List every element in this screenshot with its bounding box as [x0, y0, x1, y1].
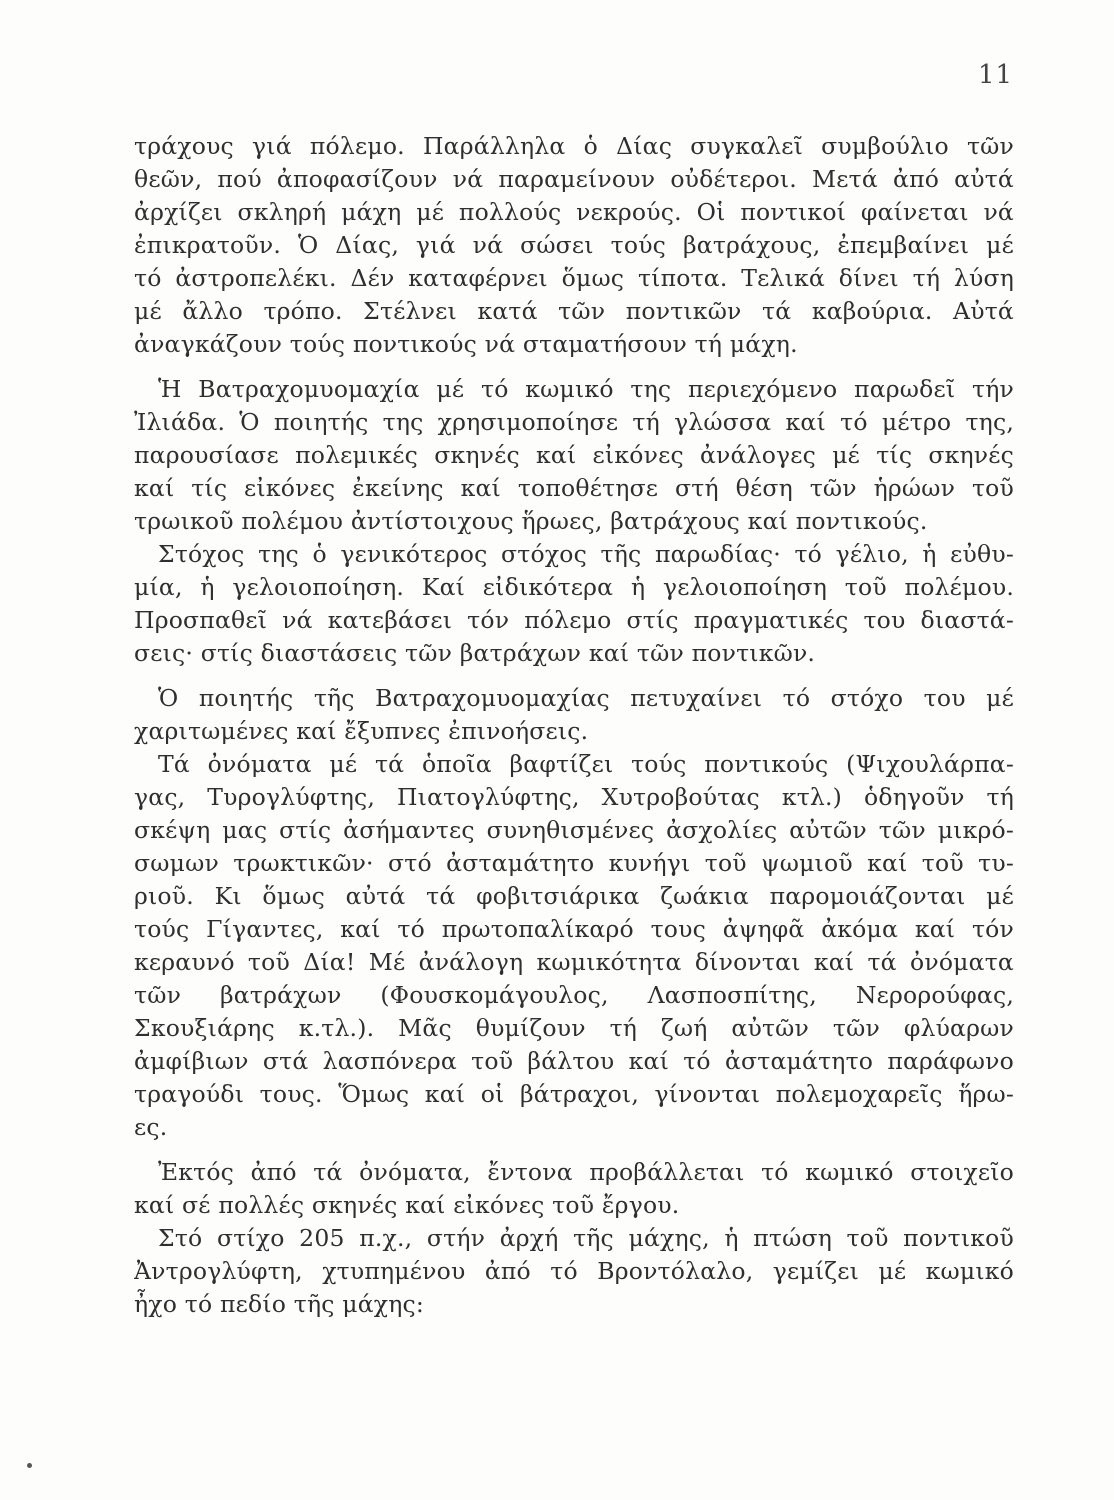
text-line: κεραυνό τοῦ Δία! Μέ ἀνάλογη κωμικότητα δίνονται καί τά ὀνόματα: [134, 948, 1014, 976]
text-line: καί τίς εἰκόνες ἐκείνης καί τοποθέτησε στή θέση τῶν ἡρώων τοῦ: [134, 474, 1014, 502]
text-line: ἐπικρατοῦν. Ὁ Δίας, γιά νά σώσει τούς βατράχους, ἐπεμβαίνει μέ: [134, 231, 1014, 259]
text-line: μία, ἡ γελοιοποίηση. Καί εἰδικότερα ἡ γελοιοποίηση τοῦ πολέμου.: [134, 573, 1014, 601]
paragraph: [134, 1156, 1014, 1222]
text-line: Τά ὀνόματα μέ τά ὁποῖα βαφτίζει τούς ποντικούς (Ψιχουλάρπα-: [158, 750, 1014, 778]
text-line: ἦχο τό πεδίο τῆς μάχης:: [134, 1290, 425, 1318]
text-line: ἀμφίβιων στά λασπόνερα τοῦ βάλτου καί τό ἀσταμάτητο παράφωνο: [134, 1047, 1014, 1075]
body-text: [134, 130, 1014, 1321]
text-line: τούς Γίγαντες, καί τό πρωτοπαλίκαρό τους ἀψηφᾶ ἀκόμα καί τόν: [134, 915, 1014, 943]
text-line: γας, Τυρογλύφτης, Πιατογλύφτης, Χυτροβούτας κτλ.) ὁδηγοῦν τή: [134, 783, 1014, 811]
text-line: Ἐκτός ἀπό τά ὀνόματα, ἔντονα προβάλλεται τό κωμικό στοιχεῖο: [158, 1158, 1014, 1186]
text-line: χαριτωμένες καί ἔξυπνες ἐπινοήσεις.: [134, 717, 589, 745]
text-line: ριοῦ. Κι ὅμως αὐτά τά φοβιτσιάρικα ζωάκια παρομοιάζονται μέ: [134, 882, 1014, 910]
text-line: παρουσίασε πολεμικές σκηνές καί εἰκόνες ἀνάλογες μέ τίς σκηνές: [134, 441, 1014, 469]
text-line: Ἡ Βατραχομυομαχία μέ τό κωμικό της περιεχόμενο παρωδεῖ τήν: [158, 375, 1014, 403]
text-line: καί σέ πολλές σκηνές καί εἰκόνες τοῦ ἔργου.: [134, 1191, 680, 1219]
text-line: ἀρχίζει σκληρή μάχη μέ πολλούς νεκρούς. Οἱ ποντικοί φαίνεται νά: [134, 198, 1014, 226]
text-line: ἀναγκάζουν τούς ποντικούς νά σταματήσουν τή μάχη.: [134, 330, 798, 358]
text-line: σκέψη μας στίς ἀσήμαντες συνηθισμένες ἀσχολίες αὐτῶν τῶν μικρό-: [134, 816, 1014, 844]
text-line: ες.: [134, 1113, 168, 1141]
paragraph: [134, 373, 1014, 538]
text-line: Στό στίχο 205 π.χ., στήν ἀρχή τῆς μάχης, ἡ πτώση τοῦ ποντικοῦ: [158, 1224, 1014, 1252]
page-number: 11: [978, 60, 1014, 90]
scan-speck: [27, 1463, 32, 1468]
text-line: μέ ἄλλο τρόπο. Στέλνει κατά τῶν ποντικῶν τά καβούρια. Αὐτά: [134, 297, 1014, 325]
paragraph: [134, 130, 1014, 361]
paragraph: [134, 538, 1014, 670]
text-line: τό ἀστροπελέκι. Δέν καταφέρνει ὅμως τίποτα. Τελικά δίνει τή λύση: [134, 264, 1014, 292]
text-line: Ἰλιάδα. Ὁ ποιητής της χρησιμοποίησε τή γλώσσα καί τό μέτρο της,: [134, 408, 1014, 436]
text-line: θεῶν, πού ἀποφασίζουν νά παραμείνουν οὐδέτεροι. Μετά ἀπό αὐτά: [134, 165, 1014, 193]
text-line: Προσπαθεῖ νά κατεβάσει τόν πόλεμο στίς πραγματικές του διαστά-: [134, 606, 1014, 634]
text-line: τράχους γιά πόλεμο. Παράλληλα ὁ Δίας συγκαλεῖ συμβούλιο τῶν: [134, 132, 1014, 160]
paragraph: [134, 1222, 1014, 1321]
text-line: σωμων τρωκτικῶν· στό ἀσταμάτητο κυνήγι τοῦ ψωμιοῦ καί τοῦ τυ-: [134, 849, 1014, 877]
text-line: σεις· στίς διαστάσεις τῶν βατράχων καί τῶν ποντικῶν.: [134, 639, 816, 667]
text-line: Ἀντρογλύφτη, χτυπημένου ἀπό τό Βροντόλαλο, γεμίζει μέ κωμικό: [134, 1257, 1014, 1285]
text-line: Ὁ ποιητής τῆς Βατραχομυομαχίας πετυχαίνει τό στόχο του μέ: [158, 684, 1014, 712]
text-line: τραγούδι τους. Ὅμως καί οἱ βάτραχοι, γίνονται πολεμοχαρεῖς ἥρω-: [134, 1080, 1014, 1108]
text-line: τρωικοῦ πολέμου ἀντίστοιχους ἥρωες, βατράχους καί ποντικούς.: [134, 507, 928, 535]
text-line: Στόχος της ὁ γενικότερος στόχος τῆς παρωδίας· τό γέλιο, ἡ εὐθυ-: [158, 540, 1014, 568]
paragraph: [134, 682, 1014, 748]
text-line: τῶν βατράχων (Φουσκομάγουλος, Λασποσπίτης, Νερορούφας,: [134, 981, 1014, 1009]
paragraph: [134, 748, 1014, 1144]
text-line: Σκουξιάρης κ.τλ.). Μᾶς θυμίζουν τή ζωή αὐτῶν τῶν φλύαρων: [134, 1014, 1014, 1042]
